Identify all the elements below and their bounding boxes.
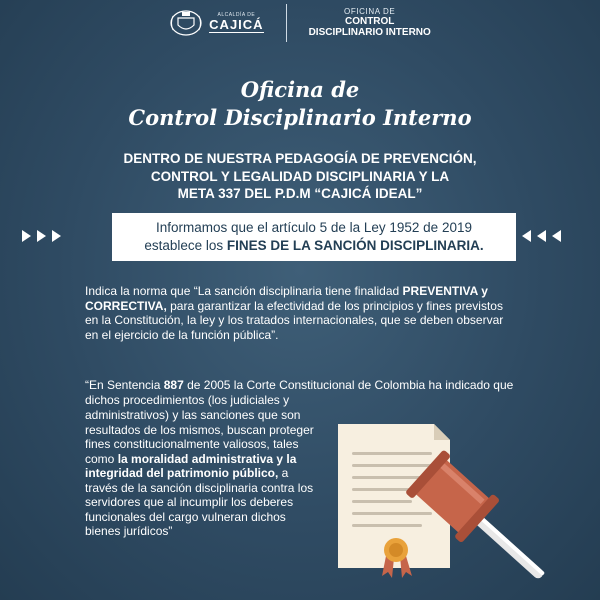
office-label: [287, 8, 431, 39]
subtitle: [60, 150, 540, 203]
office-line-2: CONTROL: [344, 16, 395, 28]
arrow-left-icon: [522, 230, 531, 242]
logo-text: [209, 13, 263, 33]
p2-text-3: administrativos) y las sanciones que son resultados de los mismos, buscan proteger fines constitucionalmente valiosos, tales como: [85, 408, 314, 466]
p2-bold-1: 887: [163, 378, 184, 392]
page-title: [0, 76, 600, 132]
paragraph-norma: [85, 284, 515, 342]
document-gavel-illustration: [330, 418, 560, 598]
arrow-right-icon: [37, 230, 46, 242]
banner-line-2: [112, 237, 516, 255]
banner-line-1: Informamos que el artículo 5 de la Ley 1952 de 2019: [156, 220, 472, 235]
arrow-left-icon: [537, 230, 546, 242]
arrow-right-icon: [52, 230, 61, 242]
logo-small-text: ALCALDÍA DE: [217, 12, 256, 18]
office-line-1: OFICINA DE: [344, 6, 396, 16]
header: [0, 0, 600, 46]
banner-line-2-prefix: establece los: [144, 238, 227, 253]
subtitle-line-3: META 337 DEL P.D.M “CAJICÁ IDEAL”: [177, 186, 423, 201]
p2-bold-2: la moralidad administrativa y la integridad del patrimonio público,: [85, 451, 297, 480]
logo-name: CAJICÁ: [209, 17, 264, 32]
p2-text-1: “En Sentencia: [85, 378, 164, 392]
subtitle-line-2: CONTROL Y LEGALIDAD DISCIPLINARIA Y LA: [150, 168, 450, 184]
p1-bold-1: PREVENTIVA y CORRECTIVA,: [85, 284, 488, 313]
crest-icon: [169, 8, 203, 38]
left-arrows: [22, 230, 61, 242]
title-line-1: Oficina de: [240, 77, 360, 102]
p2-text-2: de 2005 la Corte Constitucional de Colombia ha indicado que dichos procedimientos (los judiciales y: [85, 378, 514, 407]
arrow-left-icon: [552, 230, 561, 242]
subtitle-line-1: DENTRO DE NUESTRA PEDAGOGÍA DE PREVENCIÓN,: [123, 151, 477, 166]
arrow-right-icon: [22, 230, 31, 242]
p2-text-4: a través de la sanción disciplinaria contra los servidores que al incumplir los deberes funcionales del cargo vulneran dichos bienes jurídicos”: [85, 466, 314, 538]
title-line-2: Control Disciplinario Interno: [128, 105, 472, 130]
alcaldia-logo: [169, 8, 285, 38]
banner-line-2-bold: FINES DE LA SANCIÓN DISCIPLINARIA.: [226, 238, 484, 253]
paragraph-sentencia-top: [85, 378, 515, 407]
office-line-3: DISCIPLINARIO INTERNO: [308, 27, 431, 39]
p1-text-2: para garantizar la efectividad de los principios y fines previstos en la Constitución, la ley y los tratados internacionales, que se deben observar en el ejercicio de la función pública”.: [85, 298, 504, 342]
p1-text-1: Indica la norma que “La sanción disciplinaria tiene finalidad: [85, 284, 403, 298]
paragraph-sentencia-bottom: [85, 408, 315, 539]
right-arrows: [522, 230, 561, 242]
info-banner: [112, 213, 516, 261]
